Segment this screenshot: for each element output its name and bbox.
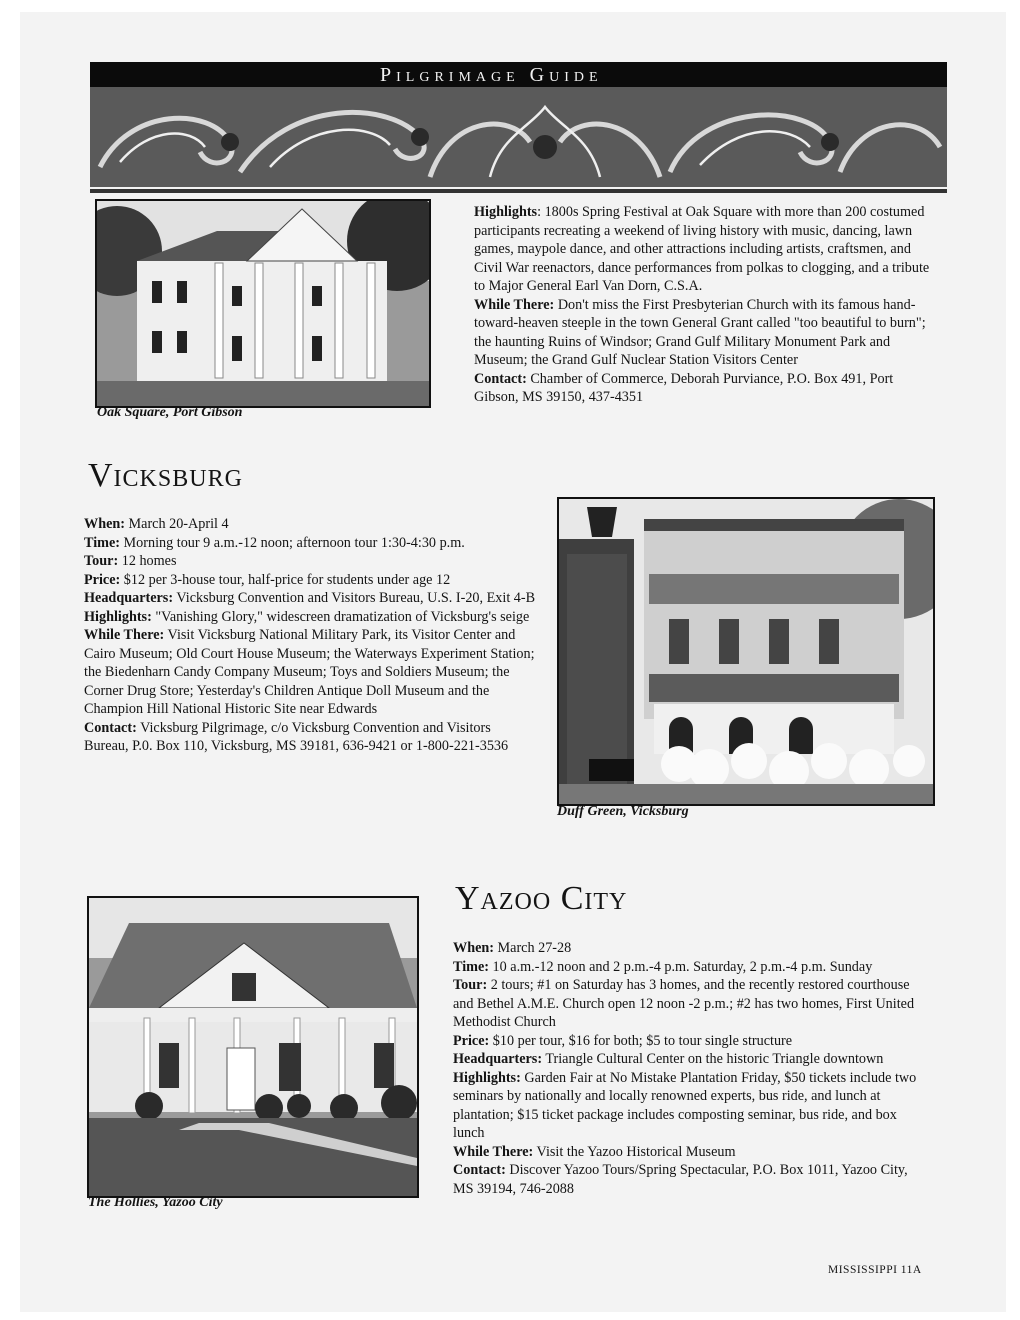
banner-rule [90,189,947,193]
vicksburg-contact: Contact: Vicksburg Pilgrimage, c/o Vicksburg Convention and Visitors Bureau, P.0. Box 110, Vicksburg, MS 39181, 636-9421 or 1-800-221-3536 [84,719,509,754]
hollies-caption: The Hollies, Yazoo City [88,1195,223,1210]
duff-green-house-image [559,499,933,804]
vicksburg-highlights: Highlights: "Vanishing Glory," widescreen dramatization of Vicksburg's seige [84,608,530,625]
pilgrimage-guide-banner [90,62,947,197]
hollies-photo [87,896,419,1198]
port-gibson-highlights: Highlights: 1800s Spring Festival at Oak Square with more than 200 costumed participants recreating a weekend of living history with music, dancing, lawn games, maypole dance, and other attractions including artists, craftsmen, and Civil War reenactors, dance performances from polkas to clogging, and a tribute to Major General Earl Van Dorn, C.S.A. [474,204,930,294]
vicksburg-headquarters: Headquarters: Vicksburg Convention and Visitors Bureau, U.S. I-20, Exit 4-B [84,590,536,606]
acanthus-scroll-ornament [90,87,947,187]
yazoo-city-details [453,939,925,1198]
banner-title: Pilgrimage Guide [380,64,603,86]
port-gibson-while-there: While There: Don't miss the First Presbyterian Church with its famous hand-toward-heaven steeple in the town General Grant called "too beautiful to burn"; the haunting Ruins of Windsor; Grand Gulf Military Monument Park and Museum; the Grand Gulf Nuclear Station Visitors Center [474,296,926,368]
duff-green-caption: Duff Green, Vicksburg [557,804,689,819]
yazoo-while-there: While There: Visit the Yazoo Historical Museum [453,1143,736,1160]
yazoo-time: Time: 10 a.m.-12 noon and 2 p.m.-4 p.m. Saturday, 2 p.m.-4 p.m. Sunday [453,958,873,975]
yazoo-highlights: Highlights: Garden Fair at No Mistake Plantation Friday, $50 tickets include two seminars by nationally and locally renowned experts, bus ride, and lunch at plantation; $15 ticket package includes composting seminar, bus ride, and box lunch [453,1069,917,1141]
yazoo-contact: Contact: Discover Yazoo Tours/Spring Spectacular, P.O. Box 1011, Yazoo City, MS 39194, 746-2088 [453,1162,908,1197]
oak-square-photo [95,199,431,408]
duff-green-photo [557,497,935,806]
page-footer: MISSISSIPPI 11A [828,1264,922,1276]
vicksburg-tour: Tour: 12 homes [84,553,177,569]
yazoo-tour: Tour: 2 tours; #1 on Saturday has 3 homes, and the recently restored courthouse and Bethel A.M.E. Church open 12 noon -2 p.m.; #2 has two homes, First United Methodist Church [453,977,915,1030]
port-gibson-contact: Contact: Chamber of Commerce, Deborah Purviance, P.O. Box 491, Port Gibson, MS 39150, 437-4351 [474,370,894,405]
oak-square-house-image [97,201,429,406]
yazoo-city-heading: Yazoo City [455,880,628,917]
banner-title-bar [90,62,947,87]
hollies-house-image [89,898,417,1196]
vicksburg-price: Price: $12 per 3-house tour, half-price for students under age 12 [84,571,451,588]
yazoo-headquarters: Headquarters: Triangle Cultural Center on the historic Triangle downtown [453,1051,884,1067]
yazoo-when: When: March 27-28 [453,940,572,956]
vicksburg-while-there: While There: Visit Vicksburg National Military Park, its Visitor Center and Cairo Museum; Old Court House Museum; the Waterways Experiment Station; the Biedenharn Candy Company Museum; Toys and Soldiers Museum; the Corner Drug Store; Yesterday's Children Antique Doll Museum and the Champion Hill National Historic Site near Edwards [84,627,535,717]
port-gibson-details [474,203,938,407]
yazoo-price: Price: $10 per tour, $16 for both; $5 to tour single structure [453,1032,793,1049]
vicksburg-details [84,515,536,756]
oak-square-caption: Oak Square, Port Gibson [97,405,243,420]
vicksburg-time: Time: Morning tour 9 a.m.-12 noon; afternoon tour 1:30-4:30 p.m. [84,534,465,551]
vicksburg-when: When: March 20-April 4 [84,516,229,532]
vicksburg-heading: Vicksburg [88,457,243,494]
